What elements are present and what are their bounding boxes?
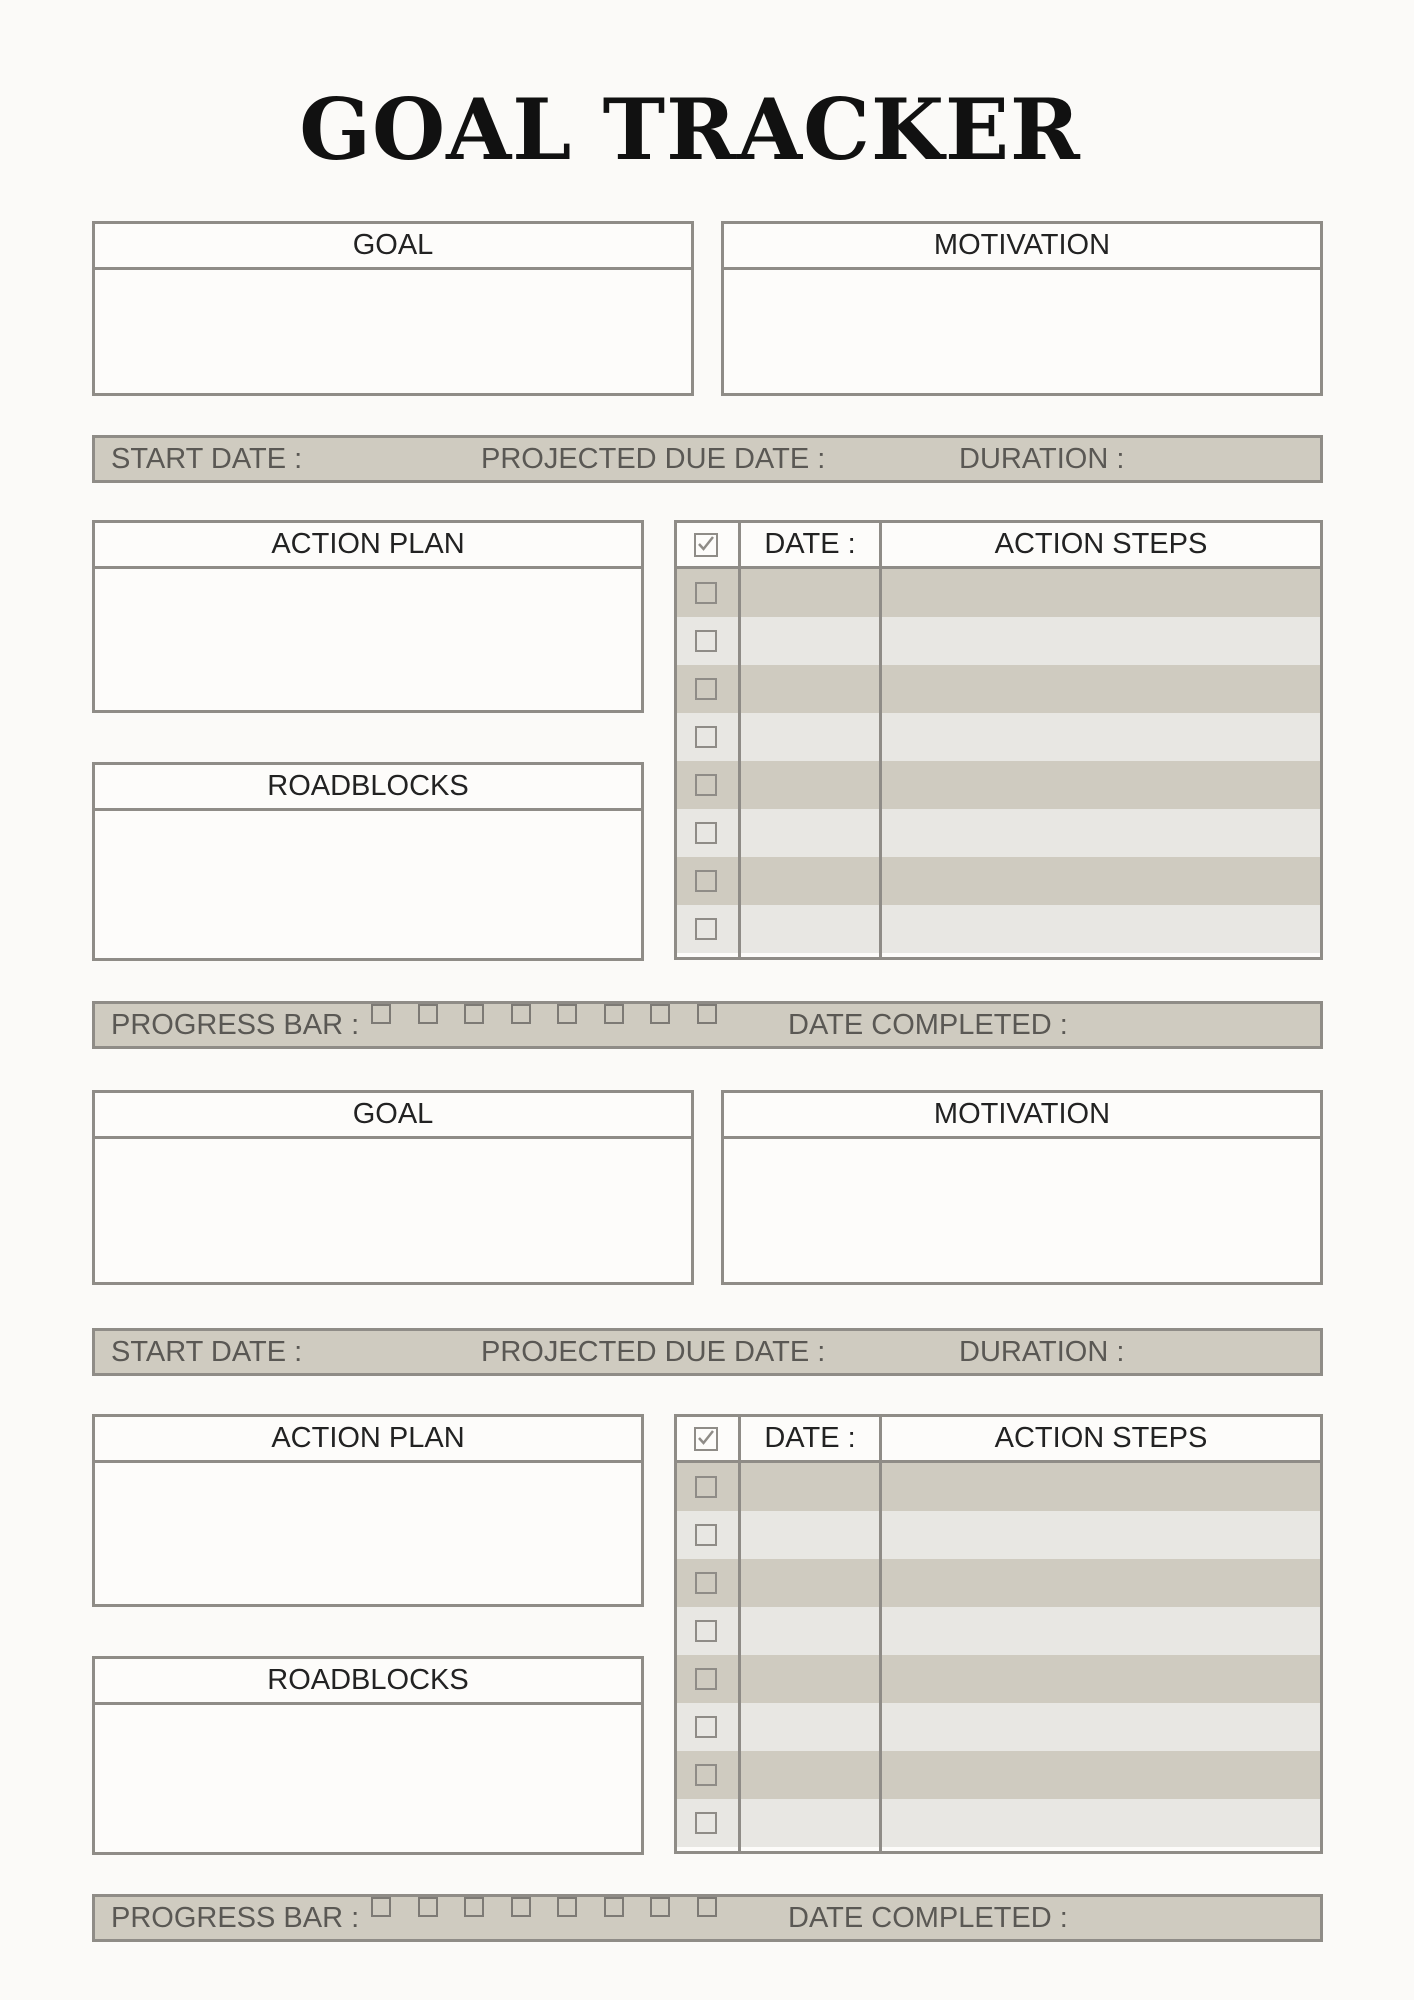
action-plan-box[interactable] [92,1414,644,1607]
action-step-row[interactable] [677,1751,1320,1799]
action-step-row[interactable] [677,809,1320,857]
goal-section-2 [92,1090,1323,1986]
empty-checkbox-icon[interactable] [695,1764,717,1786]
empty-checkbox-icon[interactable] [695,1812,717,1834]
dates-bar [92,1328,1323,1376]
action-step-row[interactable] [677,665,1320,713]
action-step-row[interactable] [677,1463,1320,1511]
action-step-row[interactable] [677,857,1320,905]
roadblocks-box[interactable] [92,762,644,961]
column-divider [879,1417,882,1851]
progress-checkbox[interactable] [697,1004,717,1024]
progress-checkbox[interactable] [650,1897,670,1917]
action-steps-table [674,1414,1323,1854]
motivation-header: MOTIVATION [724,224,1320,270]
progress-bar-row [92,1894,1323,1942]
checked-box-icon [694,1427,718,1451]
empty-checkbox-icon[interactable] [695,870,717,892]
progress-checkbox[interactable] [511,1004,531,1024]
start-date-label[interactable]: START DATE : [111,443,303,475]
action-steps-column-header: ACTION STEPS [994,528,1208,560]
progress-checkbox[interactable] [511,1897,531,1917]
date-column-header: DATE : [764,528,856,560]
progress-checkbox[interactable] [464,1897,484,1917]
empty-checkbox-icon[interactable] [695,822,717,844]
dates-bar [92,435,1323,483]
progress-checkbox[interactable] [371,1897,391,1917]
goal-header: GOAL [95,224,691,270]
action-steps-table [674,520,1323,960]
action-step-row[interactable] [677,569,1320,617]
progress-checkbox[interactable] [557,1897,577,1917]
action-step-row[interactable] [677,617,1320,665]
progress-checkbox[interactable] [650,1004,670,1024]
goal-box[interactable] [92,221,694,396]
progress-checkbox[interactable] [418,1897,438,1917]
action-step-row[interactable] [677,1655,1320,1703]
date-completed-label[interactable]: DATE COMPLETED : [788,1902,1068,1934]
progress-checkbox[interactable] [418,1004,438,1024]
empty-checkbox-icon[interactable] [695,726,717,748]
motivation-box[interactable] [721,221,1323,396]
action-step-row[interactable] [677,1511,1320,1559]
empty-checkbox-icon[interactable] [695,630,717,652]
progress-checkbox[interactable] [464,1004,484,1024]
action-step-row[interactable] [677,1703,1320,1751]
empty-checkbox-icon[interactable] [695,918,717,940]
action-plan-header: ACTION PLAN [95,1417,641,1463]
progress-checkbox[interactable] [604,1897,624,1917]
empty-checkbox-icon[interactable] [695,774,717,796]
date-column-header: DATE : [764,1422,856,1454]
table-header [677,1417,1320,1463]
roadblocks-box[interactable] [92,1656,644,1855]
projected-due-date-label[interactable]: PROJECTED DUE DATE : [481,1336,826,1368]
goal-box[interactable] [92,1090,694,1285]
table-header [677,523,1320,569]
progress-checkbox[interactable] [371,1004,391,1024]
roadblocks-header: ROADBLOCKS [95,1659,641,1705]
progress-bar-label: PROGRESS BAR : [111,1902,360,1934]
empty-checkbox-icon[interactable] [695,1620,717,1642]
roadblocks-header: ROADBLOCKS [95,765,641,811]
empty-checkbox-icon[interactable] [695,1716,717,1738]
progress-checkbox[interactable] [604,1004,624,1024]
action-step-row[interactable] [677,1607,1320,1655]
action-step-row[interactable] [677,905,1320,953]
action-step-row[interactable] [677,1559,1320,1607]
goal-section-1 [92,221,1323,1117]
action-step-row[interactable] [677,1799,1320,1847]
duration-label[interactable]: DURATION : [959,1336,1125,1368]
empty-checkbox-icon[interactable] [695,582,717,604]
progress-checkbox[interactable] [697,1897,717,1917]
page-title: GOAL TRACKER [299,80,1081,179]
column-divider [738,1417,741,1851]
duration-label[interactable]: DURATION : [959,443,1125,475]
progress-bar-label: PROGRESS BAR : [111,1009,360,1041]
date-completed-label[interactable]: DATE COMPLETED : [788,1009,1068,1041]
action-plan-box[interactable] [92,520,644,713]
empty-checkbox-icon[interactable] [695,1476,717,1498]
empty-checkbox-icon[interactable] [695,1524,717,1546]
empty-checkbox-icon[interactable] [695,678,717,700]
empty-checkbox-icon[interactable] [695,1572,717,1594]
action-plan-header: ACTION PLAN [95,523,641,569]
empty-checkbox-icon[interactable] [695,1668,717,1690]
column-divider [738,523,741,957]
checked-box-icon [694,533,718,557]
goal-header: GOAL [95,1093,691,1139]
projected-due-date-label[interactable]: PROJECTED DUE DATE : [481,443,826,475]
start-date-label[interactable]: START DATE : [111,1336,303,1368]
action-step-row[interactable] [677,713,1320,761]
progress-checkbox[interactable] [557,1004,577,1024]
motivation-box[interactable] [721,1090,1323,1285]
action-steps-column-header: ACTION STEPS [994,1422,1208,1454]
column-divider [879,523,882,957]
action-step-row[interactable] [677,761,1320,809]
progress-bar-row [92,1001,1323,1049]
motivation-header: MOTIVATION [724,1093,1320,1139]
